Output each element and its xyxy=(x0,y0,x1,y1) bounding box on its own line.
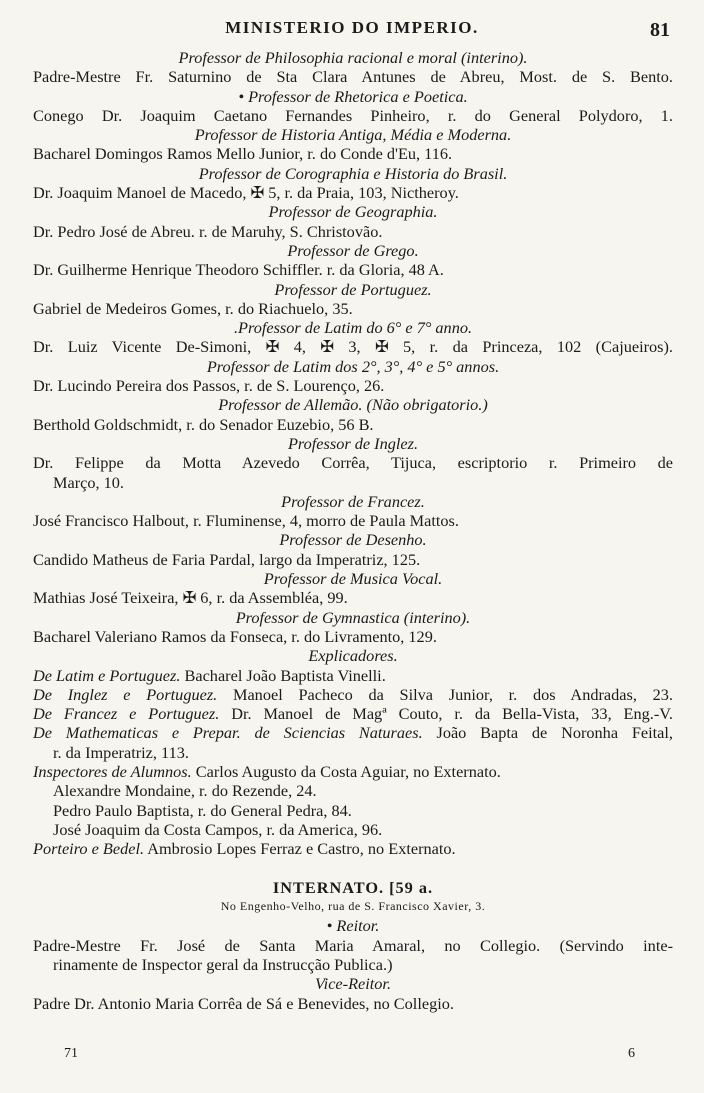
entry-text: Mathias José Teixeira, ✠ 6, r. da Assembléa, 99. xyxy=(33,588,348,608)
entry-label: Porteiro e Bedel. xyxy=(33,839,145,859)
entry-line xyxy=(33,666,673,685)
entry-text: Bacharel Domingos Ramos Mello Junior, r. do Conde d'Eu, 116. xyxy=(33,144,453,164)
signature-mark-right: 6 xyxy=(628,1046,635,1061)
entry-text: Alexandre Mondaine, r. do Rezende, 24. xyxy=(53,781,317,801)
section-heading xyxy=(33,87,673,106)
entry-line xyxy=(33,183,673,202)
entry-text: Padre-Mestre Fr. José de Santa Maria Amaral, no Collegio. (Servindo inte- xyxy=(33,935,673,955)
section-heading xyxy=(33,241,673,260)
entry-text: INTERNATO. [59 a. xyxy=(272,877,434,897)
entry-line xyxy=(33,67,673,86)
entry-text: José Francisco Halbout, r. Fluminense, 4, morro de Paula Mattos. xyxy=(33,511,459,531)
entry-text: Professor de Inglez. xyxy=(287,433,419,453)
entry-line xyxy=(33,839,673,858)
entry-text: Professor de Philosophia racional e moral (interino). xyxy=(178,48,528,67)
entry-text: Professor de Gymnastica (interino). xyxy=(235,607,471,627)
entry-line xyxy=(33,299,673,318)
entry-line xyxy=(33,106,673,125)
entry-text: Berthold Goldschmidt, r. do Senador Euzebio, 56 B. xyxy=(33,414,374,434)
running-header: MINISTERIO DO IMPERIO. xyxy=(225,18,479,37)
entry-text: r. da Imperatriz, 113. xyxy=(53,742,189,762)
entry-continuation xyxy=(33,955,673,974)
entry-text: Professor de Francez. xyxy=(281,491,425,511)
entry-text: Manoel Pacheco da Silva Junior, r. dos Andradas, 23. xyxy=(232,684,673,704)
entry-line xyxy=(33,222,673,241)
entry-text: Professor de Historia Antiga, Média e Moderna. xyxy=(194,125,512,145)
section-heading xyxy=(33,646,673,665)
section-heading xyxy=(33,916,673,935)
entry-text: • Professor de Rhetorica e Poetica. xyxy=(238,86,468,106)
entry-text: Bacharel Valeriano Ramos da Fonseca, r. do Livramento, 129. xyxy=(33,626,437,646)
entry-line xyxy=(33,588,673,607)
entry-text: Professor de Grego. xyxy=(287,240,419,260)
entry-text: Professor de Geographia. xyxy=(268,202,438,222)
section-heading xyxy=(33,318,673,337)
section-heading xyxy=(33,608,673,627)
entry-line xyxy=(33,704,673,723)
entry-text: Professor de Musica Vocal. xyxy=(263,569,443,589)
entry-text: João Bapta de Noronha Feital, xyxy=(436,723,673,743)
entry-text: Dr. Manoel de Magª Couto, r. da Bella-Vista, 33, Eng.-V. xyxy=(231,704,673,724)
entry-text: rinamente de Inspector geral da Instrucção Publica.) xyxy=(53,954,393,974)
entry-text: Bacharel João Baptista Vinelli. xyxy=(184,665,386,685)
entry-text: • Reitor. xyxy=(326,916,380,936)
entry-text: José Joaquim da Costa Campos, r. da America, 96. xyxy=(53,819,383,839)
entry-line xyxy=(33,453,673,472)
entry-text: Professor de Portuguez. xyxy=(274,279,432,299)
entry-line xyxy=(33,376,673,395)
section-heading xyxy=(33,974,673,993)
entry-text: Padre-Mestre Fr. Saturnino de Sta Clara Antunes de Abreu, Most. de S. Bento. xyxy=(33,67,673,87)
entry-label: De Inglez e Portuguez. xyxy=(33,684,218,704)
entry-line xyxy=(33,936,673,955)
section-heading xyxy=(33,434,673,453)
section-heading xyxy=(33,202,673,221)
page-number: 81 xyxy=(650,19,670,41)
entry-text: Gabriel de Medeiros Gomes, r. do Riachuelo, 35. xyxy=(33,298,353,318)
signature-mark-left: 71 xyxy=(64,1046,78,1061)
entry-label: De Francez e Portuguez. xyxy=(33,704,220,724)
entry-line xyxy=(33,858,673,877)
entry-text: Explicadores. xyxy=(308,646,398,666)
entry-text: Professor de Desenho. xyxy=(279,530,427,550)
entry-text: Candido Matheus de Faria Pardal, largo da Imperatriz, 125. xyxy=(33,549,421,569)
entry-continuation xyxy=(33,473,673,492)
entry-label: Inspectores de Alumnos. xyxy=(33,761,192,781)
entry-line xyxy=(33,801,673,820)
entry-text: Professor de Corographia e Historia do Brasil. xyxy=(198,163,508,183)
entry-text: Dr. Lucindo Pereira dos Passos, r. de S. Lourenço, 26. xyxy=(33,376,385,396)
entry-continuation xyxy=(33,743,673,762)
section-heading xyxy=(33,530,673,549)
entry-text: .Professor de Latim do 6° e 7° anno. xyxy=(233,318,473,338)
entry-text: Dr. Pedro José de Abreu. r. de Maruhy, S. Christovão. xyxy=(33,221,383,241)
section-heading xyxy=(33,492,673,511)
entry-text: Professor de Latim dos 2°, 3°, 4° e 5° annos. xyxy=(206,356,500,376)
section-heading xyxy=(33,164,673,183)
entry-text: Vice-Reitor. xyxy=(314,974,392,994)
section-heading xyxy=(33,280,673,299)
entry-text: Dr. Joaquim Manoel de Macedo, ✠ 5, r. da Praia, 103, Nictheroy. xyxy=(33,183,459,203)
entry-line xyxy=(33,550,673,569)
entry-line xyxy=(33,511,673,530)
section-heading xyxy=(33,395,673,414)
entry-text: Dr. Guilherme Henrique Theodoro Schiffler. r. da Gloria, 48 A. xyxy=(33,260,444,280)
section-heading xyxy=(33,569,673,588)
address-line xyxy=(33,897,673,916)
entry-text: Pedro Paulo Baptista, r. do General Pedra, 84. xyxy=(53,800,352,820)
section-title xyxy=(33,878,673,897)
entry-text: Ambrosio Lopes Ferraz e Castro, no Externato. xyxy=(147,839,456,859)
entry-label: De Mathematicas e Prepar. de Sciencias Naturaes. xyxy=(33,723,423,743)
entry-line xyxy=(33,337,673,356)
section-heading xyxy=(33,357,673,376)
entry-text: Padre Dr. Antonio Maria Corrêa de Sá e Benevides, no Collegio. xyxy=(33,993,454,1013)
entry-text: No Engenho-Velho, rua de S. Francisco Xavier, 3. xyxy=(220,899,486,914)
entry-text: Carlos Augusto da Costa Aguiar, no Externato. xyxy=(195,761,501,781)
entry-line xyxy=(33,260,673,279)
entry-text: Março, 10. xyxy=(53,472,124,492)
entry-line xyxy=(33,144,673,163)
entry-text: Dr. Luiz Vicente De-Simoni, ✠ 4, ✠ 3, ✠ 5, r. da Princeza, 102 (Cajueiros). xyxy=(33,337,673,357)
entry-text: Professor de Allemão. (Não obrigatorio.) xyxy=(218,395,488,415)
entry-line xyxy=(33,685,673,704)
entry-line xyxy=(33,820,673,839)
entry-text: Dr. Felippe da Motta Azevedo Corrêa, Tijuca, escriptorio r. Primeiro de xyxy=(33,453,673,473)
entry-line xyxy=(33,781,673,800)
entry-line xyxy=(33,994,673,1013)
section-heading xyxy=(33,125,673,144)
directory-listing xyxy=(33,48,673,1013)
entry-line xyxy=(33,723,673,742)
entry-label: De Latim e Portuguez. xyxy=(33,665,181,685)
entry-line xyxy=(33,627,673,646)
section-heading xyxy=(33,48,673,67)
entry-text: Conego Dr. Joaquim Caetano Fernandes Pinheiro, r. do General Polydoro, 1. xyxy=(33,105,673,125)
entry-line xyxy=(33,415,673,434)
entry-line xyxy=(33,762,673,781)
